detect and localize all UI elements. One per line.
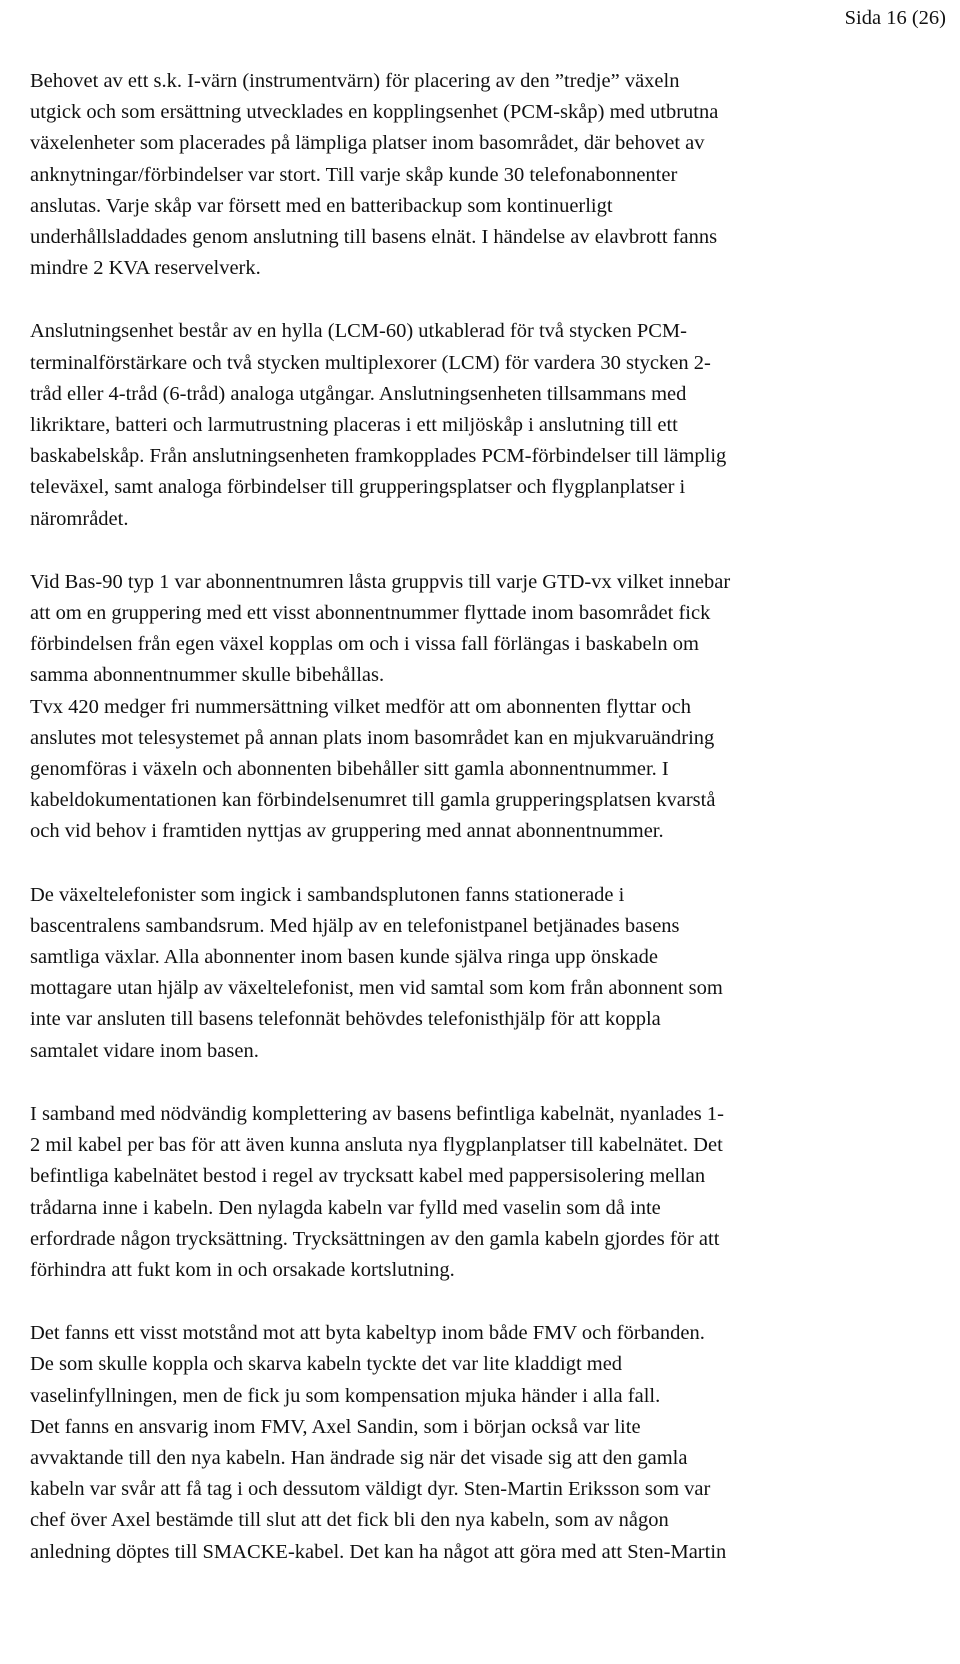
text-line: tråd eller 4-tråd (6-tråd) analoga utgångar. Anslutningsenheten tillsammans med: [30, 382, 687, 405]
text-line: samma abonnentnummer skulle bibehållas.: [30, 664, 385, 687]
text-line: Det fanns ett visst motstånd mot att byta kabeltyp inom både FMV och förbanden.: [30, 1322, 705, 1345]
text-line: Vid Bas-90 typ 1 var abonnentnumren låsta gruppvis till varje GTD-vx vilket innebar: [30, 570, 731, 593]
document-body: [30, 66, 945, 1568]
text-line: trådarna inne i kabeln. Den nylagda kabeln var fylld med vaselin som då inte: [30, 1196, 661, 1219]
text-line: underhållsladdades genom anslutning till basens elnät. I händelse av elavbrott fanns: [30, 226, 718, 249]
text-line: likriktare, batteri och larmutrustning placeras i ett miljöskåp i anslutning till ett: [30, 414, 678, 437]
text-line: samtliga växlar. Alla abonnenter inom basen kunde själva ringa upp önskade: [30, 946, 658, 969]
text-line: mottagare utan hjälp av växeltelefonist, men vid samtal som kom från abonnent som: [30, 977, 723, 1000]
text-line: Det fanns en ansvarig inom FMV, Axel Sandin, som i början också var lite: [30, 1415, 641, 1438]
text-line: De växeltelefonister som ingick i sambandsplutonen fanns stationerade i: [30, 883, 625, 906]
text-line: kabeln var svår att få tag i och dessutom väldigt dyr. Sten-Martin Eriksson som var: [30, 1478, 711, 1501]
paragraph-operators: [30, 880, 945, 1067]
paragraph-spacer: [30, 848, 945, 880]
text-line: erfordrade någon trycksättning. Trycksättningen av den gamla kabeln gjordes för att: [30, 1227, 720, 1250]
text-line: anledning döptes till SMACKE-kabel. Det kan ha något att göra med att Sten-Martin: [30, 1540, 727, 1563]
paragraph-subscriber-numbers: [30, 567, 945, 848]
text-line: bascentralens sambandsrum. Med hjälp av en telefonistpanel betjänades basens: [30, 914, 680, 937]
text-line: anslutes mot telesystemet på annan plats inom basområdet kan en mjukvaruändring: [30, 726, 715, 749]
text-line: närområdet.: [30, 507, 129, 530]
text-line: Behovet av ett s.k. I-värn (instrumentvärn) för placering av den ”tredje” växeln: [30, 70, 680, 92]
paragraph-pcm-cabinet: [30, 66, 945, 284]
text-line: Anslutningsenhet består av en hylla (LCM-60) utkablerad för två stycken PCM-: [30, 320, 687, 343]
text-line: växelenheter som placerades på lämpliga platser inom basområdet, där behovet av: [30, 132, 705, 155]
paragraph-connection-unit: [30, 316, 945, 534]
text-line: kabeldokumentationen kan förbindelsenumret till gamla grupperingsplatsen kvarstå: [30, 789, 716, 812]
text-line: 2 mil kabel per bas för att även kunna ansluta nya flygplanplatser till kabelnätet. Det: [30, 1134, 723, 1157]
text-line: inte var ansluten till basens telefonnät behövdes telefonisthjälp för att koppla: [30, 1008, 661, 1031]
text-line: vaselinfyllningen, men de fick ju som kompensation mjuka händer i alla fall.: [30, 1384, 661, 1407]
text-line: befintliga kabelnätet bestod i regel av trycksatt kabel med pappersisolering mellan: [30, 1165, 706, 1188]
text-line: mindre 2 KVA reservelverk.: [30, 257, 261, 280]
text-line: televäxel, samt analoga förbindelser till grupperingsplatser och flygplanplatser i: [30, 476, 686, 499]
text-line: anslutas. Varje skåp var försett med en batteribackup som kontinuerligt: [30, 194, 613, 217]
paragraph-spacer: [30, 535, 945, 567]
text-line: förbindelsen från egen växel kopplas om och i vissa fall förlängas i baskabeln om: [30, 633, 699, 656]
text-line: terminalförstärkare och två stycken multiplexorer (LCM) för vardera 30 stycken 2-: [30, 351, 711, 374]
paragraph-spacer: [30, 284, 945, 316]
paragraph-spacer: [30, 1286, 945, 1318]
text-line: chef över Axel bestämde till slut att det fick bli den nya kabeln, som av någon: [30, 1509, 669, 1532]
text-line: Tvx 420 medger fri nummersättning vilket medför att om abonnenten flyttar och: [30, 695, 691, 718]
text-line: utgick och som ersättning utvecklades en kopplingsenhet (PCM-skåp) med utbrutna: [30, 101, 719, 124]
text-line: baskabelskåp. Från anslutningsenheten framkopplades PCM-förbindelser till lämplig: [30, 445, 727, 468]
text-line: De som skulle koppla och skarva kabeln tyckte det var lite kladdigt med: [30, 1353, 623, 1376]
text-line: och vid behov i framtiden nyttjas av gruppering med annat abonnentnummer.: [30, 820, 664, 843]
text-line: avvaktande till den nya kabeln. Han ändrade sig när det visade sig att den gamla: [30, 1446, 688, 1469]
page-number: Sida 16 (26): [844, 7, 946, 29]
text-line: I samband med nödvändig komplettering av basens befintliga kabelnät, nyanlades 1-: [30, 1102, 724, 1125]
text-line: anknytningar/förbindelser var stort. Till varje skåp kunde 30 telefonabonnenter: [30, 163, 678, 186]
text-line: att om en gruppering med ett visst abonnentnummer flyttade inom basområdet fick: [30, 602, 711, 625]
paragraph-cable-network: [30, 1099, 945, 1286]
paragraph-spacer: [30, 1067, 945, 1099]
text-line: förhindra att fukt kom in och orsakade kortslutning.: [30, 1258, 455, 1281]
text-line: genomföras i växeln och abonnenten bibehåller sitt gamla abonnentnummer. I: [30, 758, 669, 781]
text-line: samtalet vidare inom basen.: [30, 1039, 259, 1062]
paragraph-smacke-cable: [30, 1318, 945, 1568]
